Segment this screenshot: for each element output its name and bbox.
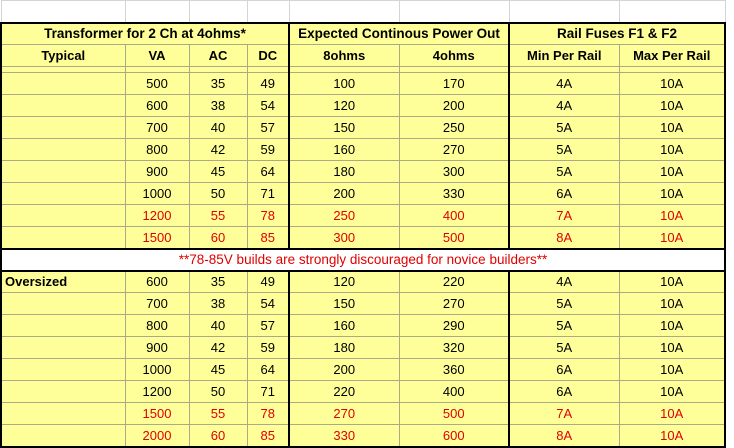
row-label-cell [1, 161, 125, 183]
max-fuse-cell[interactable]: 10A [619, 403, 725, 425]
dc-cell[interactable]: 78 [247, 205, 289, 227]
dc-cell[interactable]: 49 [247, 73, 289, 95]
power-4ohm-cell[interactable]: 170 [399, 73, 509, 95]
ac-cell[interactable]: 40 [189, 315, 247, 337]
row-label-cell [1, 381, 125, 403]
ac-cell[interactable]: 50 [189, 183, 247, 205]
power-8ohm-cell[interactable]: 180 [289, 161, 399, 183]
table-row [1, 227, 725, 249]
ac-cell[interactable]: 45 [189, 359, 247, 381]
power-4ohm-cell[interactable]: 270 [399, 293, 509, 315]
table-row [1, 161, 725, 183]
power-4ohm-cell[interactable]: 330 [399, 183, 509, 205]
row-label-cell [1, 227, 125, 249]
va-cell[interactable]: 800 [125, 139, 189, 161]
table-row [1, 271, 725, 293]
table-row [1, 205, 725, 227]
dc-cell[interactable]: 71 [247, 183, 289, 205]
min-fuse-cell[interactable]: 5A [509, 161, 619, 183]
max-fuse-cell[interactable]: 10A [619, 205, 725, 227]
dc-cell[interactable]: 54 [247, 293, 289, 315]
ac-cell[interactable]: 45 [189, 161, 247, 183]
power-group-header[interactable]: Expected Continous Power Out [289, 23, 509, 45]
table-row [1, 337, 725, 359]
power-4ohm-cell[interactable]: 400 [399, 381, 509, 403]
row-label-cell [1, 337, 125, 359]
warning-note-row [1, 249, 725, 271]
min-fuse-cell[interactable]: 4A [509, 73, 619, 95]
max-fuse-cell[interactable]: 10A [619, 183, 725, 205]
min-fuse-cell[interactable]: 7A [509, 205, 619, 227]
table-row [1, 73, 725, 95]
max-fuse-cell[interactable]: 10A [619, 381, 725, 403]
max-fuse-cell[interactable]: 10A [619, 227, 725, 249]
table-row [1, 139, 725, 161]
max-fuse-cell[interactable]: 10A [619, 271, 725, 293]
group-header-row [1, 23, 725, 45]
power-4ohm-cell[interactable]: 500 [399, 403, 509, 425]
row-label-cell [1, 315, 125, 337]
va-cell[interactable]: 600 [125, 271, 189, 293]
row-label-cell [1, 95, 125, 117]
table-row [1, 359, 725, 381]
oversized-label[interactable]: Oversized [1, 271, 125, 293]
power-4ohm-cell[interactable]: 250 [399, 117, 509, 139]
max-fuse-cell[interactable]: 10A [619, 425, 725, 447]
min-fuse-cell[interactable]: 7A [509, 403, 619, 425]
va-cell[interactable]: 1000 [125, 359, 189, 381]
max-fuse-cell[interactable]: 10A [619, 95, 725, 117]
table-row [1, 183, 725, 205]
ac-cell[interactable]: 35 [189, 73, 247, 95]
ac-cell[interactable]: 42 [189, 337, 247, 359]
ac-cell[interactable]: 60 [189, 425, 247, 447]
va-cell[interactable]: 500 [125, 73, 189, 95]
min-fuse-cell[interactable]: 8A [509, 227, 619, 249]
power-8ohm-cell[interactable]: 120 [289, 271, 399, 293]
table-row [1, 117, 725, 139]
power-8ohm-cell[interactable]: 250 [289, 205, 399, 227]
va-cell[interactable]: 1200 [125, 381, 189, 403]
table-row [1, 403, 725, 425]
dc-header[interactable]: DC [247, 45, 289, 67]
power-4ohm-cell[interactable]: 360 [399, 359, 509, 381]
va-cell[interactable]: 1500 [125, 227, 189, 249]
ac-cell[interactable]: 42 [189, 139, 247, 161]
va-cell[interactable]: 600 [125, 95, 189, 117]
row-label-cell [1, 117, 125, 139]
va-cell[interactable]: 700 [125, 293, 189, 315]
ac-cell[interactable]: 60 [189, 227, 247, 249]
va-header[interactable]: VA [125, 45, 189, 67]
dc-cell[interactable]: 49 [247, 271, 289, 293]
va-cell[interactable]: 900 [125, 161, 189, 183]
max-fuse-cell[interactable]: 10A [619, 293, 725, 315]
row-label-cell [1, 139, 125, 161]
row-label-cell [1, 359, 125, 381]
min-fuse-cell[interactable]: 5A [509, 117, 619, 139]
power-8ohm-cell[interactable]: 120 [289, 95, 399, 117]
ac-cell[interactable]: 38 [189, 95, 247, 117]
dc-cell[interactable]: 59 [247, 337, 289, 359]
dc-cell[interactable]: 85 [247, 227, 289, 249]
8ohm-header[interactable]: 8ohms [289, 45, 399, 67]
power-4ohm-cell[interactable]: 270 [399, 139, 509, 161]
min-rail-header[interactable]: Min Per Rail [509, 45, 619, 67]
power-8ohm-cell[interactable]: 220 [289, 381, 399, 403]
transformer-group-header[interactable]: Transformer for 2 Ch at 4ohms* [1, 23, 289, 45]
table-row [1, 293, 725, 315]
row-label-cell [1, 183, 125, 205]
power-4ohm-cell[interactable]: 320 [399, 337, 509, 359]
power-8ohm-cell[interactable]: 150 [289, 117, 399, 139]
va-cell[interactable]: 700 [125, 117, 189, 139]
min-fuse-cell[interactable]: 4A [509, 271, 619, 293]
ac-cell[interactable]: 55 [189, 403, 247, 425]
warning-note[interactable]: **78-85V builds are strongly discouraged for novice builders** [1, 249, 725, 271]
dc-cell[interactable]: 64 [247, 161, 289, 183]
power-4ohm-cell[interactable]: 220 [399, 271, 509, 293]
typical-header[interactable]: Typical [1, 45, 125, 67]
dc-cell[interactable]: 85 [247, 425, 289, 447]
min-fuse-cell[interactable]: 5A [509, 293, 619, 315]
row-label-cell [1, 425, 125, 447]
dc-cell[interactable]: 78 [247, 403, 289, 425]
dc-cell[interactable]: 71 [247, 381, 289, 403]
power-8ohm-cell[interactable]: 330 [289, 425, 399, 447]
power-8ohm-cell[interactable]: 270 [289, 403, 399, 425]
power-4ohm-cell[interactable]: 500 [399, 227, 509, 249]
max-fuse-cell[interactable]: 10A [619, 337, 725, 359]
power-8ohm-cell[interactable]: 180 [289, 337, 399, 359]
power-8ohm-cell[interactable]: 150 [289, 293, 399, 315]
max-fuse-cell[interactable]: 10A [619, 315, 725, 337]
va-cell[interactable]: 1000 [125, 183, 189, 205]
max-fuse-cell[interactable]: 10A [619, 359, 725, 381]
ac-cell[interactable]: 55 [189, 205, 247, 227]
dc-cell[interactable]: 54 [247, 95, 289, 117]
va-cell[interactable]: 800 [125, 315, 189, 337]
power-8ohm-cell[interactable]: 200 [289, 183, 399, 205]
min-fuse-cell[interactable]: 6A [509, 381, 619, 403]
va-cell[interactable]: 1200 [125, 205, 189, 227]
column-header-row [1, 45, 725, 67]
power-8ohm-cell[interactable]: 100 [289, 73, 399, 95]
table-row [1, 95, 725, 117]
min-fuse-cell[interactable]: 5A [509, 337, 619, 359]
power-4ohm-cell[interactable]: 400 [399, 205, 509, 227]
va-cell[interactable]: 2000 [125, 425, 189, 447]
power-4ohm-cell[interactable]: 200 [399, 95, 509, 117]
va-cell[interactable]: 900 [125, 337, 189, 359]
max-fuse-cell[interactable]: 10A [619, 161, 725, 183]
min-fuse-cell[interactable]: 4A [509, 95, 619, 117]
power-4ohm-cell[interactable]: 290 [399, 315, 509, 337]
row-label-cell [1, 73, 125, 95]
power-8ohm-cell[interactable]: 300 [289, 227, 399, 249]
min-fuse-cell[interactable]: 6A [509, 359, 619, 381]
ac-cell[interactable]: 35 [189, 271, 247, 293]
min-fuse-cell[interactable]: 8A [509, 425, 619, 447]
table-row [1, 381, 725, 403]
4ohm-header[interactable]: 4ohms [399, 45, 509, 67]
ac-cell[interactable]: 40 [189, 117, 247, 139]
max-fuse-cell[interactable]: 10A [619, 139, 725, 161]
ac-cell[interactable]: 38 [189, 293, 247, 315]
dc-cell[interactable]: 57 [247, 315, 289, 337]
min-fuse-cell[interactable]: 5A [509, 315, 619, 337]
min-fuse-cell[interactable]: 5A [509, 139, 619, 161]
fuse-group-header[interactable]: Rail Fuses F1 & F2 [509, 23, 725, 45]
power-4ohm-cell[interactable]: 600 [399, 425, 509, 447]
ac-header[interactable]: AC [189, 45, 247, 67]
ac-cell[interactable]: 50 [189, 381, 247, 403]
max-fuse-cell[interactable]: 10A [619, 117, 725, 139]
power-8ohm-cell[interactable]: 200 [289, 359, 399, 381]
table-row [1, 315, 725, 337]
power-8ohm-cell[interactable]: 160 [289, 315, 399, 337]
min-fuse-cell[interactable]: 6A [509, 183, 619, 205]
power-8ohm-cell[interactable]: 160 [289, 139, 399, 161]
dc-cell[interactable]: 64 [247, 359, 289, 381]
row-label-cell [1, 293, 125, 315]
dc-cell[interactable]: 59 [247, 139, 289, 161]
power-4ohm-cell[interactable]: 300 [399, 161, 509, 183]
row-label-cell [1, 205, 125, 227]
max-rail-header[interactable]: Max Per Rail [619, 45, 725, 67]
table-row [1, 425, 725, 447]
row-label-cell [1, 403, 125, 425]
dc-cell[interactable]: 57 [247, 117, 289, 139]
va-cell[interactable]: 1500 [125, 403, 189, 425]
max-fuse-cell[interactable]: 10A [619, 73, 725, 95]
